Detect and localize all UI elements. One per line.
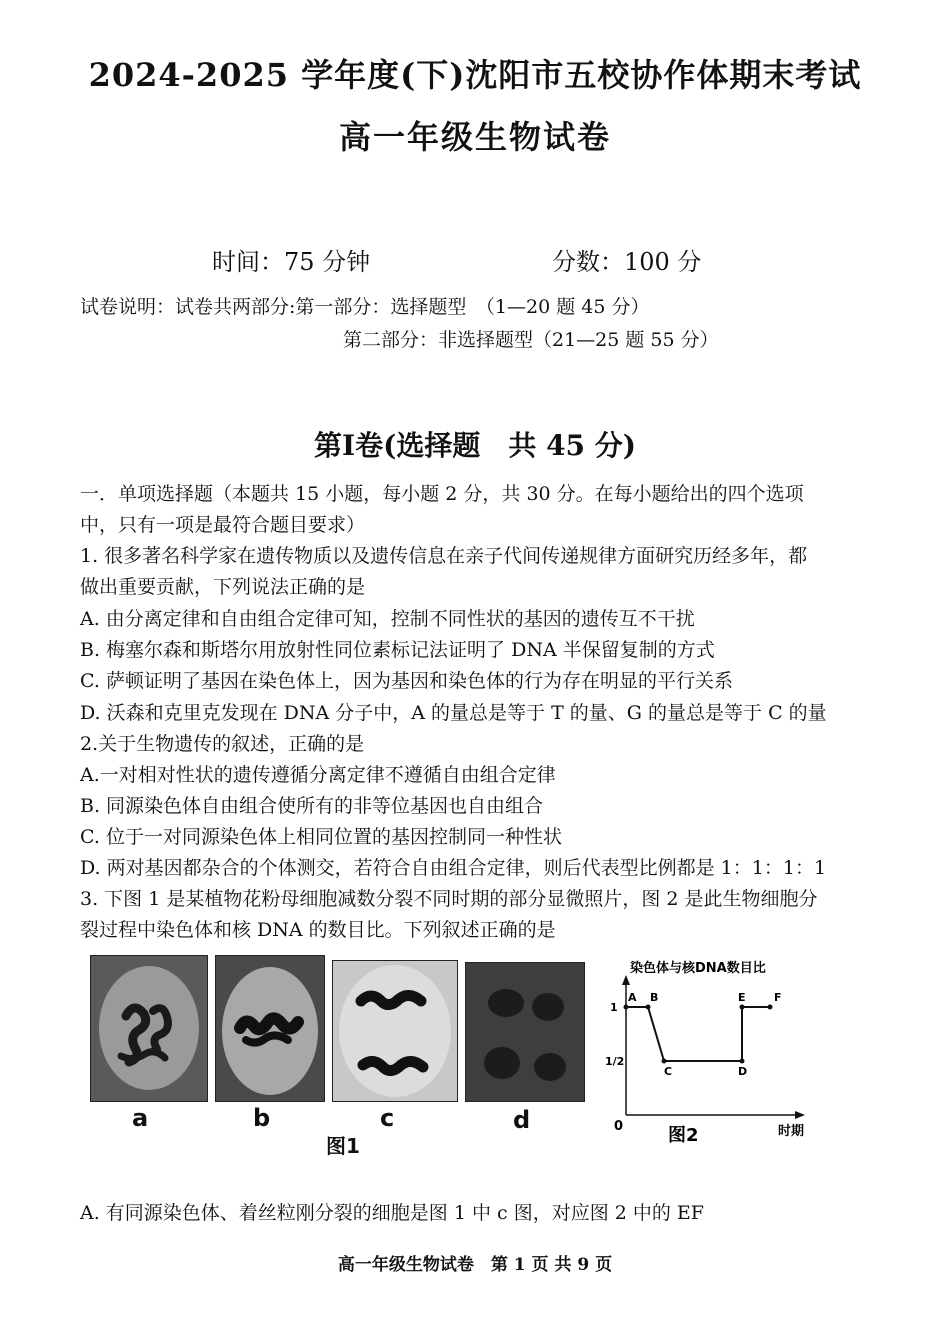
exam-subtitle: 高一年级生物试卷 [338,118,611,156]
chart-point-label-d: D [738,1065,748,1078]
panel-label-c: c [380,1104,395,1132]
panel-label-b: b [253,1104,271,1132]
chart-point-c [662,1059,667,1064]
chart-tick-1: 1 [610,1001,618,1014]
question-2-option-b: B. 同源染色体自由组合使所有的非等位基因也自由组合 [80,795,544,817]
exam-description-2: 第二部分：非选择题型（21—25 题 55 分） [343,329,719,351]
question-2-option-a: A.一对相对性状的遗传遵循分离定律不遵循自由组合定律 [80,764,556,786]
question-1-option-c: C. 萨顿证明了基因在染色体上，因为基因和染色体的行为存在明显的平行关系 [80,670,733,692]
micrograph-b [215,955,325,1102]
exam-description-1: 试卷说明：试卷共两部分:第一部分：选择题型 （1—20 题 45 分） [80,296,650,318]
figure-2-chart [600,955,820,1145]
section-instruction-2: 中，只有一项是最符合题目要求） [80,514,366,536]
chart-point-label-a: A [628,991,637,1004]
question-3-stem-1: 3. 下图 1 是某植物花粉母细胞减数分裂不同时期的部分显微照片，图 2 是此生物细胞分 [80,888,818,910]
chart-point-e [740,1005,745,1010]
chart-origin: 0 [614,1119,624,1134]
micrograph-c [332,960,458,1102]
chart-point-d [740,1059,745,1064]
chart-point-a [624,1005,629,1010]
section-instruction-1: 一．单项选择题（本题共 15 小题，每小题 2 分，共 30 分。在每小题给出的四个选项 [80,483,804,505]
panel-label-d: d [513,1106,531,1134]
question-2-stem: 2.关于生物遗传的叙述，正确的是 [80,733,365,755]
chart-point-label-e: E [738,991,746,1004]
chart-ylabel: 染色体与核DNA数目比 [630,961,766,976]
section-title: 第Ⅰ卷(选择题 共 45 分) [313,429,637,462]
question-1-option-b: B. 梅塞尔森和斯塔尔用放射性同位素标记法证明了 DNA 半保留复制的方式 [80,639,715,661]
question-3-option-a: A. 有同源染色体、着丝粒刚分裂的细胞是图 1 中 c 图，对应图 2 中的 EF [80,1202,704,1224]
page-footer: 高一年级生物试卷 第 1 页 共 9 页 [337,1255,613,1275]
chart-point-label-c: C [664,1065,673,1078]
chart-x-arrow [795,1111,805,1119]
chart-point-f [768,1005,773,1010]
exam-title: 2024-2025 学年度(下)沈阳市五校协作体期末考试 [88,56,862,94]
chart-point-label-f: F [774,991,782,1004]
micrograph-a [90,955,208,1102]
chart-xlabel: 时期 [778,1124,805,1139]
question-3-stem-2: 裂过程中染色体和核 DNA 的数目比。下列叙述正确的是 [80,919,556,941]
figure-2-caption: 图2 [668,1125,699,1145]
question-2-option-c: C. 位于一对同源染色体上相同位置的基因控制同一种性状 [80,826,562,848]
chart-tick-half: 1/2 [605,1055,625,1068]
chart-point-label-b: B [650,991,659,1004]
chart-y-arrow [622,975,630,985]
question-1-option-a: A. 由分离定律和自由组合定律可知，控制不同性状的基因的遗传互不干扰 [80,608,695,630]
figure-1-caption: 图1 [326,1134,360,1158]
exam-score: 分数：100 分 [552,248,702,276]
chart-series-line [626,1007,770,1061]
question-1-stem-1: 1. 很多著名科学家在遗传物质以及遗传信息在亲子代间传递规律方面研究历经多年，都 [80,545,808,567]
chart-point-b [646,1005,651,1010]
question-1-stem-2: 做出重要贡献，下列说法正确的是 [80,576,366,598]
question-2-option-d: D. 两对基因都杂合的个体测交，若符合自由组合定律，则后代表型比例都是 1：1：1：1 [80,857,827,879]
panel-label-a: a [132,1104,149,1132]
question-1-option-d: D. 沃森和克里克发现在 DNA 分子中，A 的量总是等于 T 的量、G 的量总是等于 C 的量 [80,702,827,724]
exam-time: 时间：75 分钟 [212,248,371,276]
micrograph-d [465,962,585,1102]
